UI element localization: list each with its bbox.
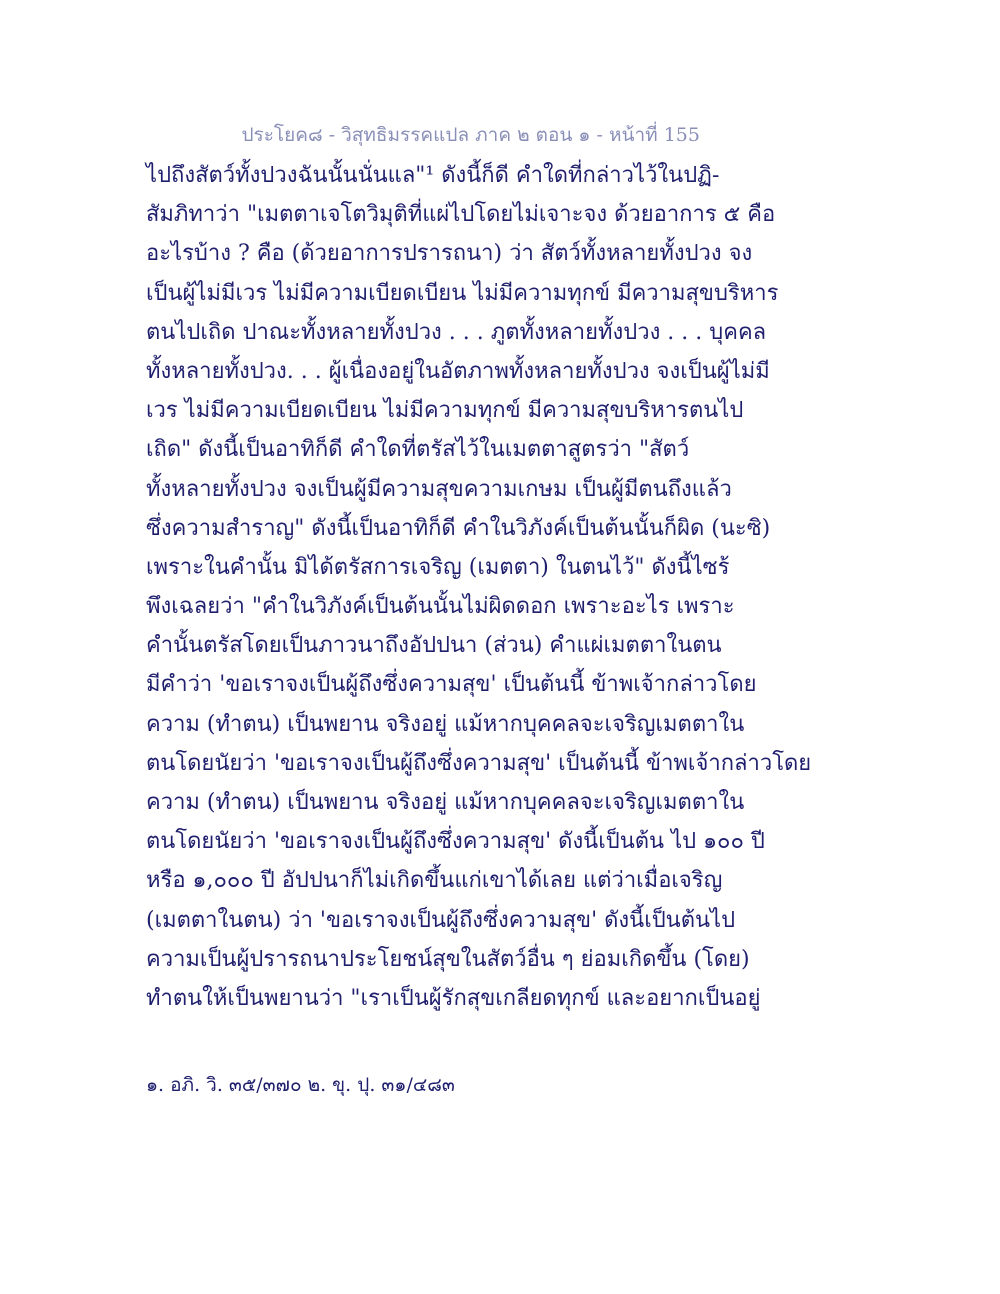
body-line: ทั้งหลายทั้งปวง จงเป็นผู้มีความสุขความเกษม เป็นผู้มีตนถึงแล้ว	[146, 476, 732, 502]
body-line: มีคำว่า 'ขอเราจงเป็นผู้ถึงซึ่งความสุข' เป็นต้นนี้ ข้าพเจ้ากล่าวโดย	[146, 672, 757, 698]
body-line: อะไรบ้าง ? คือ (ด้วยอาการปรารถนา) ว่า สัตว์ทั้งหลายทั้งปวง จง	[146, 241, 753, 267]
running-header: ประโยค๘ - วิสุทธิมรรคแปล ภาค ๒ ตอน ๑ - หน้าที่ 155	[241, 124, 700, 146]
body-line: สัมภิทาว่า "เมตตาเจโตวิมุติที่แผ่ไปโดยไม่เจาะจง ด้วยอาการ ๕ คือ	[146, 202, 776, 228]
body-line: เถิด" ดังนี้เป็นอาทิก็ดี คำใดที่ตรัสไว้ในเมตตาสูตรว่า "สัตว์	[146, 437, 690, 463]
body-line: ซึ่งความสำราญ" ดังนี้เป็นอาทิก็ดี คำในวิภังค์เป็นต้นนั้นก็ผิด (นะซิ)	[146, 515, 771, 541]
body-line: เป็นผู้ไม่มีเวร ไม่มีความเบียดเบียน ไม่มีความทุกข์ มีความสุขบริหาร	[146, 280, 779, 306]
body-text	[146, 156, 812, 1018]
body-line: ไปถึงสัตว์ทั้งปวงฉันนั้นนั่นแล"¹ ดังนี้ก็ดี คำใดที่กล่าวไว้ในปฏิ-	[146, 163, 720, 188]
body-line: ตนโดยนัยว่า 'ขอเราจงเป็นผู้ถึงซึ่งความสุข' ดังนี้เป็นต้น ไป ๑๐๐ ปี	[146, 829, 765, 855]
body-line: เพราะในคำนั้น มิได้ตรัสการเจริญ (เมตตา) ในตนไว้" ดังนี้ไซร้	[146, 554, 730, 580]
body-line: คำนั้นตรัสโดยเป็นภาวนาถึงอัปปนา (ส่วน) คำแผ่เมตตาในตน	[146, 633, 722, 659]
body-line: ความเป็นผู้ปรารถนาประโยชน์สุขในสัตว์อื่น ๆ ย่อมเกิดขึ้น (โดย)	[146, 946, 750, 972]
body-line: ความ (ทำตน) เป็นพยาน จริงอยู่ แม้หากบุคคลจะเจริญเมตตาใน	[146, 711, 745, 737]
body-line: ทำตนให้เป็นพยานว่า "เราเป็นผู้รักสุขเกลียดทุกข์ และอยากเป็นอยู่	[146, 985, 761, 1011]
body-line: หรือ ๑,๐๐๐ ปี อัปปนาก็ไม่เกิดขึ้นแก่เขาได้เลย แต่ว่าเมื่อเจริญ	[146, 868, 723, 894]
body-line: พึงเฉลยว่า "คำในวิภังค์เป็นต้นนั้นไม่ผิดดอก เพราะอะไร เพราะ	[146, 594, 735, 620]
body-line: ทั้งหลายทั้งปวง. . . ผู้เนื่องอยู่ในอัตภาพทั้งหลายทั้งปวง จงเป็นผู้ไม่มี	[146, 358, 770, 384]
body-line: ตนไปเถิด ปาณะทั้งหลายทั้งปวง . . . ภูตทั้งหลายทั้งปวง . . . บุคคล	[146, 319, 767, 345]
body-line: ตนโดยนัยว่า 'ขอเราจงเป็นผู้ถึงซึ่งความสุข' เป็นต้นนี้ ข้าพเจ้ากล่าวโดย	[146, 750, 812, 776]
footnote: ๑. อภิ. วิ. ๓๕/๓๗๐ ๒. ขุ. ปุ. ๓๑/๔๘๓	[146, 1074, 455, 1096]
body-line: ความ (ทำตน) เป็นพยาน จริงอยู่ แม้หากบุคคลจะเจริญเมตตาใน	[146, 790, 745, 815]
body-line: เวร ไม่มีความเบียดเบียน ไม่มีความทุกข์ มีความสุขบริหารตนไป	[146, 398, 744, 424]
body-line: (เมตตาในตน) ว่า 'ขอเราจงเป็นผู้ถึงซึ่งความสุข' ดังนี้เป็นต้นไป	[146, 907, 736, 933]
